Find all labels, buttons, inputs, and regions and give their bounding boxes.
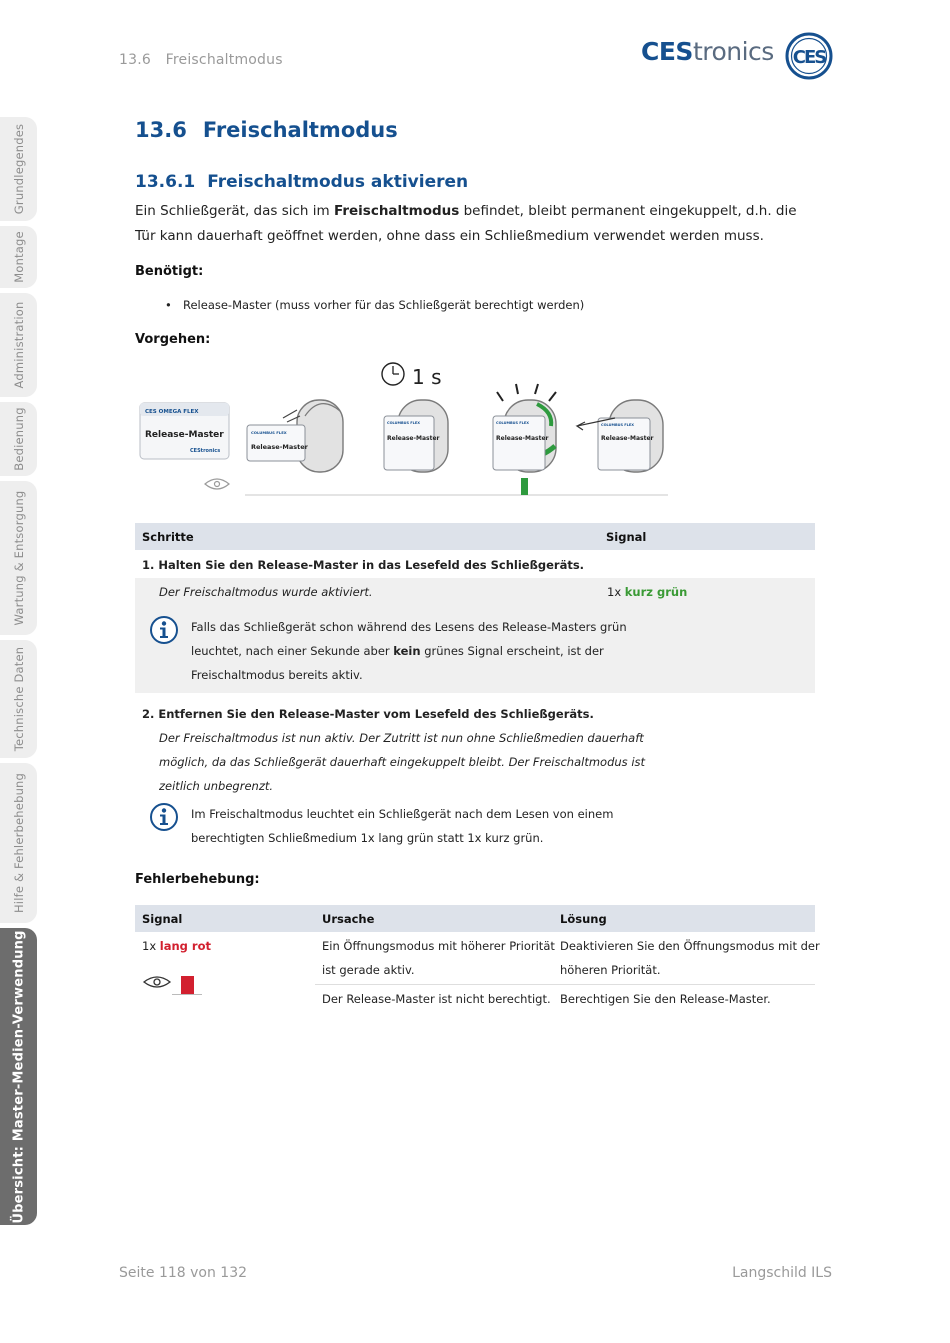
step1-title: 1. Halten Sie den Release-Master in das Lesefeld des Schließgeräts. <box>142 558 585 572</box>
ces-seal-icon <box>785 32 833 80</box>
svg-text:COLUMBUS FLEX: COLUMBUS FLEX <box>496 421 529 425</box>
green-signal-bar <box>521 478 528 495</box>
info-icon <box>149 615 179 645</box>
cause-row1-line2: ist gerade aktiv. <box>322 963 415 977</box>
row-divider <box>315 984 815 985</box>
red-signal-graphic <box>142 973 204 997</box>
step1-info-line2: leuchtet, nach einer Sekunde aber kein grünes Signal erscheint, ist der <box>191 644 604 658</box>
svg-text:COLUMBUS FLEX: COLUMBUS FLEX <box>387 421 420 425</box>
col-solution: Lösung <box>560 912 607 926</box>
card-logo: CEStronics <box>190 448 221 454</box>
procedure-label: Vorgehen: <box>135 332 211 347</box>
release-master-card <box>140 403 229 459</box>
needed-label: Benötigt: <box>135 264 204 279</box>
step1-info-line3: Freischaltmodus bereits aktiv. <box>191 668 363 682</box>
side-tab-wartung-entsorgung[interactable]: Wartung & Entsorgung <box>0 481 37 635</box>
lock-device-4 <box>577 400 663 472</box>
step2-title: 2. Entfernen Sie den Release-Master vom Lesefeld des Schließgeräts. <box>142 707 594 721</box>
timer-duration: 1 s <box>412 365 442 389</box>
side-tab-master-medien[interactable]: Übersicht: Master-Medien-Verwendung <box>0 928 37 1225</box>
svg-text:Release-Master: Release-Master <box>496 435 549 442</box>
page-number: Seite 118 von 132 <box>119 1265 248 1281</box>
steps-table-header <box>135 523 815 550</box>
cause-row1-line1: Ein Öffnungsmodus mit höherer Priorität <box>322 939 555 953</box>
step2-result-line2: möglich, da das Schließgerät dauerhaft eingekuppelt bleibt. Der Freischaltmodus ist <box>159 755 646 769</box>
procedure-illustration <box>135 356 675 502</box>
step1-info-line1: Falls das Schließgerät schon während des Lesens des Release-Masters grün <box>191 620 627 634</box>
side-tab-administration[interactable]: Administration <box>0 293 37 397</box>
info-icon <box>149 802 179 832</box>
card-brand: CES OMEGA FLEX <box>145 409 199 415</box>
lock-device-3 <box>493 384 556 472</box>
section-heading: 13.6 Freischaltmodus <box>135 118 398 142</box>
col-steps: Schritte <box>142 530 194 544</box>
timer-icon <box>382 363 404 385</box>
col-signal: Signal <box>606 530 647 544</box>
product-name: Langschild ILS <box>732 1265 832 1281</box>
svg-text:Release-Master: Release-Master <box>251 443 308 451</box>
step1-signal: 1x kurz grün <box>607 585 688 599</box>
step2-result-line3: zeitlich unbegrenzt. <box>159 779 274 793</box>
side-tab-montage[interactable]: Montage <box>0 226 37 288</box>
trouble-table-header <box>135 905 815 932</box>
col-cause: Ursache <box>322 912 375 926</box>
cestronics-logo <box>641 32 836 82</box>
needed-list-item: • Release-Master (muss vorher für das Schließgerät berechtigt werden) <box>165 298 585 312</box>
svg-text:CES: CES <box>792 47 826 68</box>
eye-icon <box>205 479 229 489</box>
svg-text:Release-Master: Release-Master <box>601 435 654 442</box>
side-tab-grundlegendes[interactable]: Grundlegendes <box>0 117 37 221</box>
svg-text:COLUMBUS FLEX: COLUMBUS FLEX <box>251 430 287 435</box>
card-title: Release-Master <box>145 430 224 440</box>
svg-text:COLUMBUS FLEX: COLUMBUS FLEX <box>601 423 634 427</box>
lock-device-2 <box>384 400 448 472</box>
side-tab-bedienung[interactable]: Bedienung <box>0 402 37 476</box>
svg-text:Release-Master: Release-Master <box>387 435 440 442</box>
lock-device-1 <box>247 400 343 472</box>
col-signal: Signal <box>142 912 183 926</box>
side-tab-technische-daten[interactable]: Technische Daten <box>0 640 37 758</box>
solution-row2: Berechtigen Sie den Release-Master. <box>560 992 771 1006</box>
step1-result: Der Freischaltmodus wurde aktiviert. <box>159 585 373 599</box>
running-header-number: 13.6 <box>119 52 151 68</box>
cause-row2: Der Release-Master ist nicht berechtigt. <box>322 992 551 1006</box>
step2-info-line1: Im Freischaltmodus leuchtet ein Schließgerät nach dem Lesen von einem <box>191 807 614 821</box>
running-header-title: Freischaltmodus <box>165 52 283 68</box>
intro-paragraph: Ein Schließgerät, das sich im Freischaltmodus befindet, bleibt permanent eingekuppelt, d.h. die Tür kann dauerhaft geöffnet werden, ohne dass ein Schließmedium verwendet werden muss. <box>135 203 797 244</box>
running-header <box>119 52 283 68</box>
solution-row1-line1: Deaktivieren Sie den Öffnungsmodus mit der <box>560 939 820 953</box>
subsection-heading: 13.6.1 Freischaltmodus aktivieren <box>135 172 469 192</box>
trouble-signal: 1x lang rot <box>142 939 211 953</box>
step2-result-line1: Der Freischaltmodus ist nun aktiv. Der Zutritt ist nun ohne Schließmedien dauerhaft <box>159 731 644 745</box>
side-tab-hilfe-fehlerbehebung[interactable]: Hilfe & Fehlerbehebung <box>0 763 37 923</box>
solution-row1-line2: höheren Priorität. <box>560 963 661 977</box>
logo-wordmark: CEStronics <box>641 37 774 66</box>
troubleshooting-label: Fehlerbehebung: <box>135 872 260 887</box>
step2-info-line2: berechtigten Schließmedium 1x lang grün statt 1x kurz grün. <box>191 831 544 845</box>
